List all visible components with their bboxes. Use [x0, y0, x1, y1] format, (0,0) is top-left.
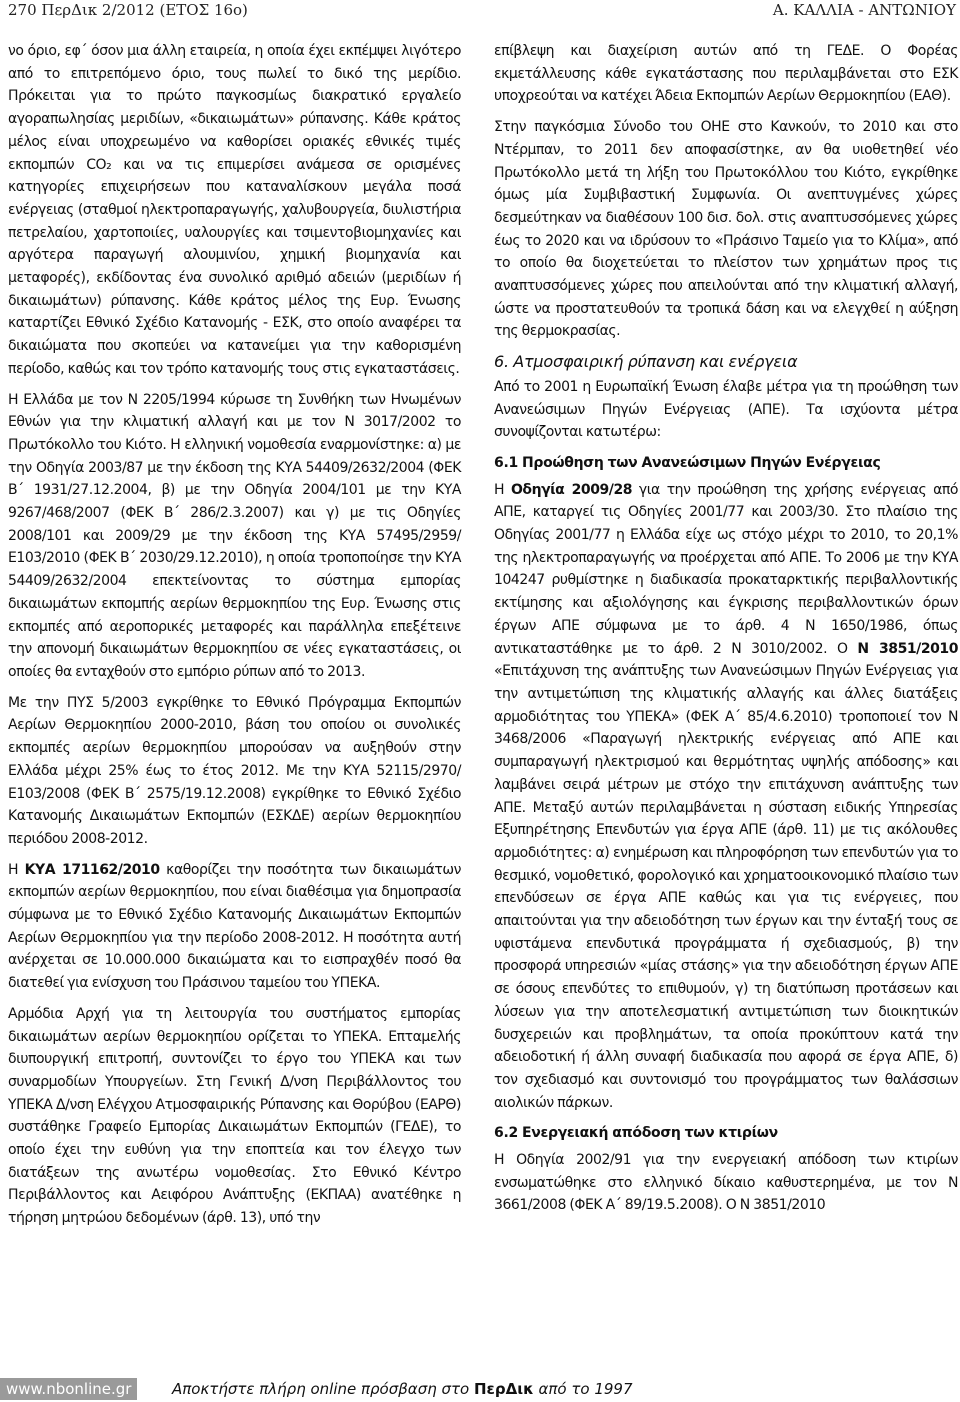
- bold-reference: Ν 3851/2010: [857, 640, 958, 657]
- paragraph: Από το 2001 η Ευρωπαϊκή Ένωση έλαβε μέτρα για τη προώθηση των Ανανεώσιμων Πηγών Ενέργειας (ΑΠΕ). Τα ισχύοντα μέτρα συνοψίζονται κατωτέρω:: [494, 378, 958, 441]
- text-run: Αποκτήστε πλήρη online πρόσβαση στο: [172, 1380, 474, 1398]
- paragraph: Στην παγκόσμια Σύνοδο του ΟΗΕ στο Κανκούν, το 2010 και στο Ντέρμπαν, το 2011 δεν αποφασίστηκε, αν θα υιοθετηθεί νέο Πρωτόκολλο μετά τη λήξη του Πρωτοκόλλου του Κιότο, εγκρίθηκε όμως μία Συμβιβαστική Συμφωνία. Οι ανεπτυγμένες χώρες δεσμεύτηκαν να διαθέσουν 100 δισ. δολ. στις αναπτυσσόμενες χώρες έως το 2020 και να ιδρύσουν το «Πράσινο Ταμείο για το Κλίμα», από το οποίο θα διοχετεύεται το πλείστον των χρημάτων προς τις αναπτυσσόμενες χώρες που απειλούνται από την κλιματική αλλαγή, ώστε να προστατευθούν τα τροπικά δάση και να ελεγχθεί η αύξηση της θερμοκρασίας.: [494, 119, 958, 340]
- text-run: από το 1997: [533, 1380, 633, 1398]
- section-heading: 6. Ατμοσφαιρική ρύπανση και ενέργεια: [494, 352, 798, 372]
- page-number-journal: 270 ΠερΔικ 2/2012 (ΕΤΟΣ 16ο): [8, 1, 248, 19]
- journal-brand: ΠερΔικ: [473, 1380, 534, 1398]
- paragraph: [8, 859, 461, 995]
- text-run: καθορίζει την ποσότητα των δικαιωμάτων εκπομπών αερίων θερμοκηπίου, που είναι διαθέσιμα για δημοπρασία σύμφωνα με το Εθνικό Σχέδιο Κατανομής Δικαιωμάτων Εκπομπών Αερίων Θερμοκηπίου για την περίοδο 2008-2012. Η ποσότητα αυτή ανέρχεται σε 10.000.000 δικαιώματα και το εισπραχθέν ποσό θα διατεθεί για ενίσχυση του Πράσινου ταμείου του ΥΠΕΚΑ.: [8, 861, 462, 992]
- text-run: «Επιτάχυνση της ανάπτυξης των Ανανεώσιμων Πηγών Ενέργειας για την αντιμετώπιση της κλιματικής αλλαγής και άλλες διατάξεις αρμοδιότητας του ΥΠΕΚΑ» (ΦΕΚ Α΄ 85/4.6.2010) τροποποιεί τον Ν 3468/2006 «Παραγωγή ηλεκτρικής ενέργειας από ΑΠΕ και συμπαραγωγή ηλεκτρισμού και θερμότητας υψηλής απόδοσης» και λαμβάνει σειρά μέτρων με στόχο την επιτάχυνση ανάπτυξης των ΑΠΕ. Μεταξύ αυτών περιλαμβάνεται η σύσταση ειδικής Υπηρεσίας Εξυπηρέτησης Επενδυτών για έργα ΑΠΕ (άρθ. 11) με τις ακόλουθες αρμοδιότητες: α) ενημέρωση και πληροφόρηση των επενδυτών για το θεσμικό, νομοθετικό, φορολογικό και χρηματοοικονομικό πλαίσιο των επενδύσεων σε έργα ΑΠΕ καθώς και για τις ενέργειες, που απαιτούνται για την αδειοδότηση των έργων και την ένταξή τους σε υφιστάμενα επενδυτικά προγράμματα ή σχεδιασμούς, β) την προσφορά υπηρεσιών «μίας στάσης» για την αδειοδότηση έργων ΑΠΕ σε όσους επενδύτες το επιθυμούν, γ) τη διατύπωση προτάσεων και λύσεων για την αποτελεσματική αντιμετώπιση των διοικητικών δυσχερειών και προβλημάτων, τα οποία προκύπτουν κατά την αδειοδοτική ή άλλη συναφή διαδικασία που αφορά σε έργα ΑΠΕ, δ) τον σχεδιασμό και συντονισμό του προγράμματος των θαλάσσιων αιολικών πάρκων.: [494, 663, 958, 1111]
- subsection-heading: 6.2 Ενεργειακή απόδοση των κτιρίων: [494, 1125, 778, 1142]
- left-column: [8, 40, 461, 1238]
- text-run: για την προώθηση της χρήσης ενέργειας από ΑΠΕ, καταργεί τις Οδηγίες 2001/77 και 2003/30. Στο πλαίσιο της Οδηγίας 2001/77 η Ελλάδα είχε ως στόχο μέχρι το 2010, το 20,1% της ηλεκτροπαραγωγής να προέρχεται από ΑΠΕ. Το 2006 με την ΚΥΑ 104247 ρυθμίστηκε η διαδικασία προκαταρκτικής περιβαλλοντικής εκτίμησης και αξιολόγησης και έγκρισης περιβαλλοντικών όρων έργων ΑΠΕ σύμφωνα με το άρθ. 4 Ν 1650/1986, όπως αντικαταστάθηκε με το άρθ. 2 Ν 3010/2002. Ο: [494, 481, 959, 657]
- paragraph: Αρμόδια Αρχή για τη λειτουργία του συστήματος εμπορίας δικαιωμάτων αερίων θερμοκηπίου ορίζεται το ΥΠΕΚΑ. Επταμελής διυπουργική επιτροπή, συντονίζει το έργο του ΥΠΕΚΑ και των συναρμοδίων Υπουργείων. Στη Γενική Δ/νση Περιβάλλοντος του ΥΠΕΚΑ Δ/νση Ελέγχου Ατμοσφαιρικής Ρύπανσης και Θορύβου (ΕΑΡΘ) συστάθηκε Γραφείο Εμπορίας Δικαιωμάτων Εκπομπών (ΓΕΔΕ), το οποίο έχει την ευθύνη για την εποπτεία και τον έλεγχο των διατάξεων της ανωτέρω νομοθεσίας. Στο Εθνικό Κέντρο Περιβάλλοντος και Αειφόρου Ανάπτυξης (ΕΚΠΑΑ) ανατέθηκε η τήρηση μητρώου δεδομένων (άρθ. 13), υπό την: [8, 1005, 461, 1227]
- paragraph: [494, 479, 958, 1115]
- page-header: [0, 0, 960, 22]
- text-run: Η: [494, 481, 511, 498]
- paragraph: Η Οδηγία 2002/91 για την ενεργειακή απόδοση των κτιρίων ενσωματώθηκε στο ελληνικό δίκαιο καθυστερημένα, με τον Ν 3661/2008 (ΦΕΚ Α΄ 89/19.5.2008). Ο Ν 3851/2010: [494, 1152, 958, 1214]
- paragraph: Η Ελλάδα με τον Ν 2205/1994 κύρωσε τη Συνθήκη των Ηνωμένων Εθνών για την κλιματική αλλαγή και με τον Ν 3017/2002 το Πρωτόκολλο του Κιότο. Η ελληνική νομοθεσία εναρμονίστηκε: α) με την Οδηγία 2003/87 με την έκδοση της ΚΥΑ 54409/2632/2004 (ΦΕΚ Β΄ 1931/27.12.2004, β) με την Οδηγία 2004/101 με την ΚΥΑ 9267/468/2007 (ΦΕΚ Β΄ 286/2.3.2007) και γ) με τις Οδηγίες 2008/101 και 2009/29 με την έκδοση της ΚΥΑ 57495/2959/Ε103/2010 (ΦΕΚ Β΄ 2030/29.12.2010), η οποία τροποποίησε την ΚΥΑ 54409/2632/2004 επεκτείνοντας το σύστημα εμπορίας δικαιωμάτων εκπομπής αερίων θερμοκηπίου της Ευρ. Ένωσης στις εκπομπές από αεροπορικές μεταφορές και παράλληλα επεξέτεινε την απονομή δικαιωμάτων θερμοκηπίου σε νέες εγκαταστάσεις, οι οποίες θα ενταχθούν στο εμπόριο ρύπων από το 2013.: [8, 391, 461, 680]
- footer-promo: [172, 1378, 633, 1400]
- bold-reference: ΚΥΑ 171162/2010: [24, 861, 160, 878]
- subsection-heading: 6.1 Προώθηση των Ανανεώσιμων Πηγών Ενέργειας: [494, 454, 881, 471]
- article-authors: Α. ΚΑΛΛΙΑ - ΑΝΤΩΝΙΟΥ: [772, 1, 956, 19]
- paragraph: Με την ΠΥΣ 5/2003 εγκρίθηκε το Εθνικό Πρόγραμμα Εκπομπών Αερίων Θερμοκηπίου 2000-2010, βάση του οποίου οι συνολικές εκπομπές αερίων θερμοκηπίου μπορούσαν να αυξηθούν στην Ελλάδα μέχρι 25% έως το έτος 2012. Με την ΚΥΑ 52115/2970/Ε103/2008 (ΦΕΚ Β΄ 2575/19.12.2008) εγκρίθηκε το Εθνικό Σχέδιο Κατανομής Δικαιωμάτων Εκπομπών (ΕΣΚΔΕ) αερίων θερμοκηπίου περιόδου 2008-2012.: [8, 694, 461, 847]
- paragraph: νο όριο, εφ΄ όσον μια άλλη εταιρεία, η οποία έχει εκπέμψει λιγότερο από το επιτρεπόμενο όριο, τους πωλεί το δικό της μερίδιο. Πρόκειται για το πρώτο παγκοσμίως διακρατικό εργαλείο αγοραπωλησίας μεριδίων, «δικαιωμάτων» ρύπανσης. Κάθε κράτος μέλος είναι υποχρεωμένο να καθορίσει οριακές εθνικές τιμές εκπομπών CO₂ και να τις επιμερίσει ανάμεσα σε ορισμένες κατηγορίες επιχειρήσεων που καταναλίσκουν μεγάλα ποσά ενέργειας (σταθμοί ηλεκτροπαραγωγής, χαλυβουργεία, διυλιστήρια πετρελαίου, χαρτοποιίες, υαλουργίες και τσιμεντοβιομηχανίες και αργότερα παραγωγή αλουμινίου, χημική βιομηχανία και μεταφορές), εκδίδοντας ένα συνολικό αριθμό αδειών (μεριδίων ή δικαιωμάτων) ρύπανσης. Κάθε κράτος μέλος της Ευρ. Ένωσης καταρτίζει Εθνικό Σχέδιο Κατανομής - ΕΣΚ, στο οποίο αναφέρει τα δικαιώματα που σκοπεύει να κατανείμει για την καθορισμένη περίοδο, καθώς και τον τρόπο κατανομής τους στις εγκαταστάσεις.: [8, 43, 461, 377]
- publisher-url-link[interactable]: www.nbonline.gr: [0, 1378, 137, 1400]
- bold-reference: Οδηγία 2009/28: [510, 481, 633, 498]
- text-run: Η: [8, 861, 25, 878]
- right-column: [494, 40, 958, 1225]
- page-footer: [0, 1378, 960, 1400]
- paragraph: επίβλεψη και διαχείριση αυτών από τη ΓΕΔΕ. Ο Φορέας εκμετάλλευσης κάθε εγκατάστασης που περιλαμβάνεται στο ΕΣΚ υποχρεούται να κατέχει Άδεια Εκπομπών Αερίων Θερμοκηπίου (ΕΑΘ).: [494, 43, 958, 105]
